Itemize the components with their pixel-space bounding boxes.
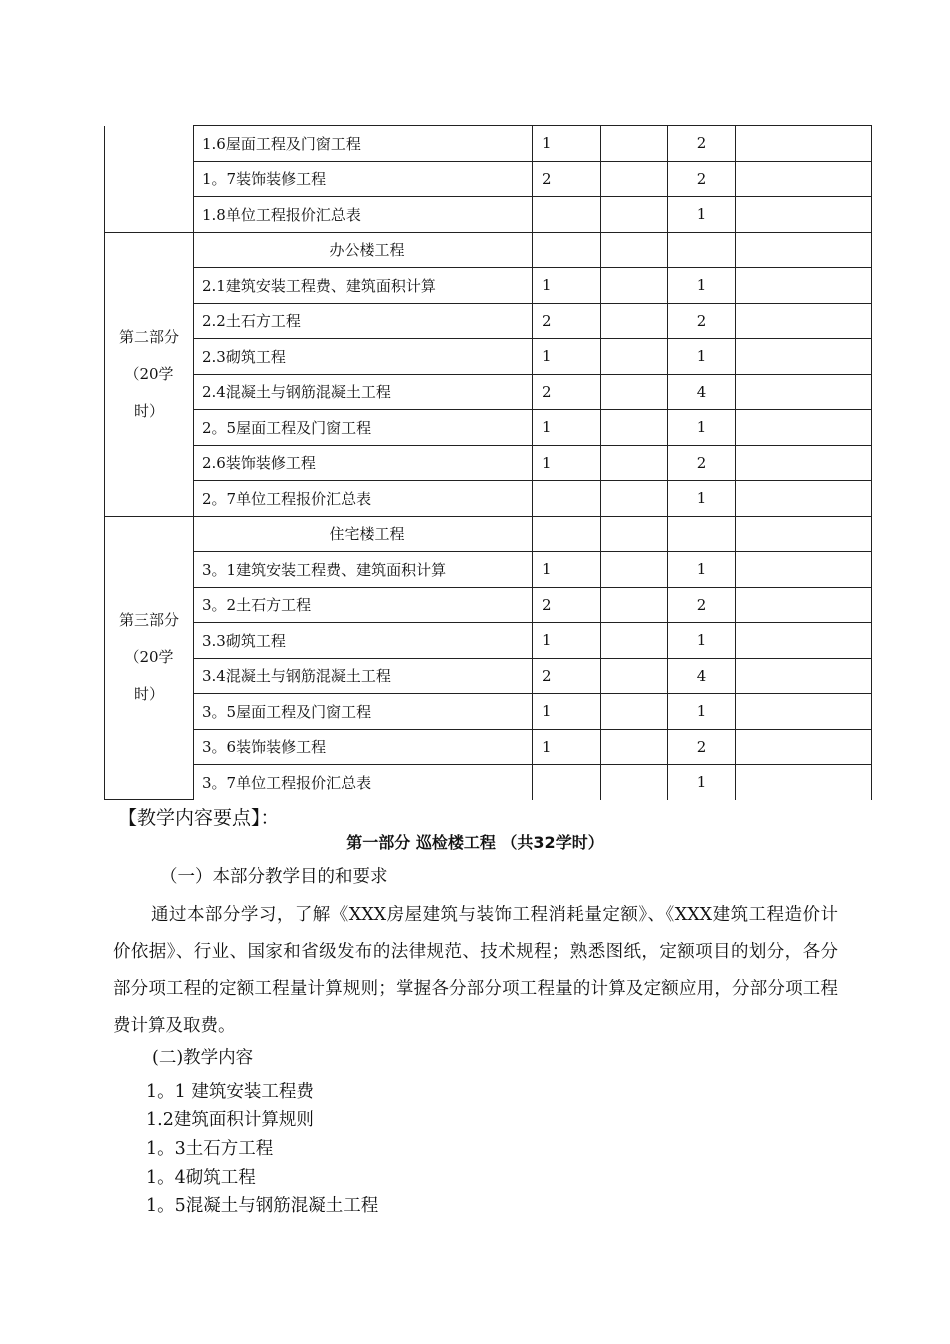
hours-lecture: 1	[533, 445, 601, 481]
part3-label: 第三部分	[118, 611, 179, 630]
hours-col2	[601, 729, 668, 765]
hours-col2	[601, 161, 668, 197]
hours-practice: 1	[668, 481, 736, 517]
hours-practice: 2	[668, 126, 736, 162]
item-name: 1.8单位工程报价汇总表	[194, 197, 533, 233]
table-row	[105, 445, 872, 481]
empty-cell	[668, 516, 736, 552]
empty-cell	[601, 516, 668, 552]
hours-col2	[601, 481, 668, 517]
part3-heading: 住宅楼工程	[194, 516, 533, 552]
empty-cell	[533, 516, 601, 552]
hours-lecture	[533, 197, 601, 233]
part2-hours: （20学	[124, 364, 174, 383]
remarks-cell	[736, 623, 872, 659]
section-heading-content: (二)教学内容	[152, 1048, 254, 1068]
part3-label-cell	[105, 516, 194, 800]
hours-col2	[601, 552, 668, 588]
part2-label: 第二部分	[118, 327, 179, 346]
item-name: 2。7单位工程报价汇总表	[194, 481, 533, 517]
hours-practice: 1	[668, 552, 736, 588]
hours-lecture: 1	[533, 623, 601, 659]
objectives-paragraph: 通过本部分学习，了解《XXX房屋建筑与装饰工程消耗量定额》、《XXX建筑工程造价计价依据》、行业、国家和省级发布的法律规范、技术规程；熟悉图纸，定额项目的划分，各分部分项工程的定额工程量计算规则；掌握各分部分项工程量的计算及定额应用，分部分项工程费计算及取费。	[113, 905, 838, 1036]
item-name: 1.6屋面工程及门窗工程	[194, 126, 533, 162]
remarks-cell	[736, 729, 872, 765]
table-row	[105, 126, 872, 162]
remarks-cell	[736, 445, 872, 481]
remarks-cell	[736, 552, 872, 588]
hours-lecture: 2	[533, 587, 601, 623]
hours-col2	[601, 445, 668, 481]
item-name: 3.3砌筑工程	[194, 623, 533, 659]
hours-practice: 1	[668, 197, 736, 233]
hours-col2	[601, 587, 668, 623]
hours-col2	[601, 197, 668, 233]
item-name: 2.3砌筑工程	[194, 339, 533, 375]
table-row	[105, 694, 872, 730]
hours-col2	[601, 268, 668, 304]
table-row	[105, 410, 872, 446]
hours-lecture: 1	[533, 729, 601, 765]
hours-col2	[601, 339, 668, 375]
key-points-heading: 【教学内容要点】：	[118, 807, 280, 829]
empty-cell	[601, 232, 668, 268]
hours-practice: 2	[668, 445, 736, 481]
table-row	[105, 658, 872, 694]
empty-cell	[736, 516, 872, 552]
remarks-cell	[736, 268, 872, 304]
remarks-cell	[736, 765, 872, 800]
hours-practice: 1	[668, 623, 736, 659]
hours-lecture: 1	[533, 552, 601, 588]
remarks-cell	[736, 374, 872, 410]
remarks-cell	[736, 410, 872, 446]
hours-col2	[601, 410, 668, 446]
hours-lecture: 1	[533, 694, 601, 730]
item-name: 2.2土石方工程	[194, 303, 533, 339]
hours-practice: 1	[668, 765, 736, 800]
list-item: 1。4砌筑工程	[146, 1168, 256, 1188]
item-name: 3。7单位工程报价汇总表	[194, 765, 533, 800]
hours-col2	[601, 374, 668, 410]
hours-lecture	[533, 481, 601, 517]
table-row	[105, 729, 872, 765]
table-row	[105, 374, 872, 410]
hours-col2	[601, 126, 668, 162]
hours-col2	[601, 694, 668, 730]
remarks-cell	[736, 126, 872, 162]
item-name: 3.4混凝土与钢筋混凝土工程	[194, 658, 533, 694]
table-row	[105, 232, 872, 268]
item-name: 3。6装饰装修工程	[194, 729, 533, 765]
part1-label-cell	[105, 126, 194, 233]
table-row	[105, 303, 872, 339]
section-heading-objectives: （一）本部分教学目的和要求	[160, 867, 388, 887]
hours-lecture: 1	[533, 339, 601, 375]
hours-practice: 4	[668, 658, 736, 694]
hours-practice: 2	[668, 161, 736, 197]
list-item: 1。1 建筑安装工程费	[146, 1082, 314, 1102]
remarks-cell	[736, 161, 872, 197]
hours-practice: 4	[668, 374, 736, 410]
remarks-cell	[736, 658, 872, 694]
hours-practice: 1	[668, 694, 736, 730]
remarks-cell	[736, 481, 872, 517]
remarks-cell	[736, 197, 872, 233]
item-name: 1。7装饰装修工程	[194, 161, 533, 197]
item-name: 3。1建筑安装工程费、建筑面积计算	[194, 552, 533, 588]
hours-practice: 1	[668, 410, 736, 446]
hours-lecture: 2	[533, 303, 601, 339]
hours-practice: 2	[668, 729, 736, 765]
hours-lecture: 1	[533, 126, 601, 162]
empty-cell	[668, 232, 736, 268]
list-item: 1。3土石方工程	[146, 1139, 274, 1159]
hours-col2	[601, 765, 668, 800]
part2-heading: 办公楼工程	[194, 232, 533, 268]
part2-hours-suffix: 时）	[133, 401, 164, 420]
table-row	[105, 587, 872, 623]
hours-lecture: 2	[533, 161, 601, 197]
remarks-cell	[736, 587, 872, 623]
part3-hours-suffix: 时）	[133, 685, 164, 704]
list-item: 1.2建筑面积计算规则	[146, 1110, 314, 1130]
hours-practice: 1	[668, 339, 736, 375]
hours-lecture: 1	[533, 268, 601, 304]
table-row	[105, 516, 872, 552]
hours-col2	[601, 658, 668, 694]
hours-practice: 1	[668, 268, 736, 304]
hours-col2	[601, 303, 668, 339]
table-row	[105, 339, 872, 375]
part-title: 第一部分 巡检楼工程 （共32学时）	[346, 833, 604, 852]
item-name: 3。2土石方工程	[194, 587, 533, 623]
schedule-table	[104, 125, 872, 800]
item-name: 2.6装饰装修工程	[194, 445, 533, 481]
item-name: 2.1建筑安装工程费、建筑面积计算	[194, 268, 533, 304]
remarks-cell	[736, 339, 872, 375]
remarks-cell	[736, 694, 872, 730]
table-row	[105, 481, 872, 517]
remarks-cell	[736, 303, 872, 339]
item-name: 2。5屋面工程及门窗工程	[194, 410, 533, 446]
part2-label-cell	[105, 232, 194, 516]
table-row	[105, 161, 872, 197]
hours-lecture: 2	[533, 658, 601, 694]
table-row	[105, 765, 872, 800]
table-row	[105, 552, 872, 588]
part3-hours: （20学	[124, 648, 174, 667]
empty-cell	[533, 232, 601, 268]
table-row	[105, 623, 872, 659]
hours-lecture: 1	[533, 410, 601, 446]
list-item: 1。5混凝土与钢筋混凝土工程	[146, 1196, 379, 1216]
hours-lecture	[533, 765, 601, 800]
table-row	[105, 197, 872, 233]
hours-lecture: 2	[533, 374, 601, 410]
empty-cell	[736, 232, 872, 268]
table-row	[105, 268, 872, 304]
item-name: 2.4混凝土与钢筋混凝土工程	[194, 374, 533, 410]
hours-col2	[601, 623, 668, 659]
hours-practice: 2	[668, 587, 736, 623]
hours-practice: 2	[668, 303, 736, 339]
item-name: 3。5屋面工程及门窗工程	[194, 694, 533, 730]
